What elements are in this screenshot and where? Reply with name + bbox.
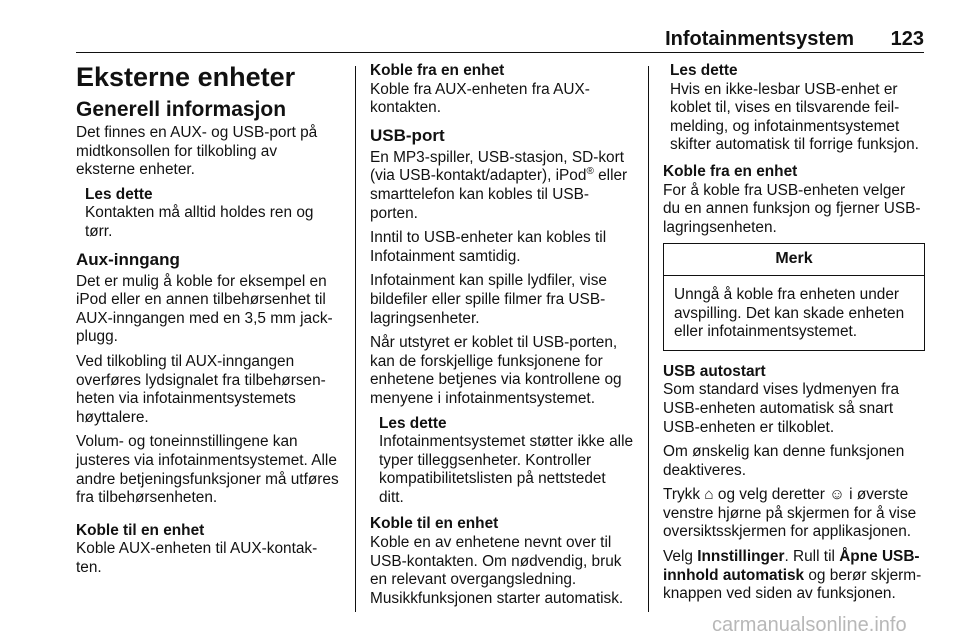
text-run: Trykk bbox=[663, 486, 705, 504]
note-title: Les dette bbox=[379, 414, 447, 432]
caution-box bbox=[663, 243, 925, 350]
caution-text: Unngå å koble fra enheten under avspilling. Det kan skade enheten eller infotainmentsystemet. bbox=[674, 285, 905, 341]
column-2 bbox=[370, 62, 634, 614]
section-heading: Eksterne enheter bbox=[76, 62, 296, 92]
paragraph: Koble AUX-enheten til AUX-kontak-ten. bbox=[76, 540, 318, 576]
watermark: carmanualsonline.info bbox=[712, 614, 907, 636]
step-heading: Koble fra en enhet bbox=[663, 162, 798, 180]
page-header bbox=[76, 28, 924, 50]
paragraph: Som standard vises lydmenyen fra USB-enheten automatisk så snart USB-enheten er tilkoblet. bbox=[663, 381, 900, 436]
home-icon: ⌂ bbox=[704, 486, 714, 504]
registered-mark: ® bbox=[586, 166, 594, 178]
paragraph: Koble fra AUX-enheten fra AUX-kontakten. bbox=[370, 80, 590, 117]
paragraph: For å koble fra USB-enheten velger du en annen funksjon og fjerner USB-lagringsenheten. bbox=[663, 181, 921, 236]
text-run: Velg bbox=[663, 548, 698, 566]
paragraph: Volum- og toneinnstillingene kan justeres via infotainmentsystemet. Alle andre betjeningsfunksjoner må utføres fra tilbehørsenheten. bbox=[76, 433, 339, 507]
paragraph: Når utstyret er koblet til USB-porten, kan de forskjellige funksjonene for enhetene betjenes via kontrollene og menyene i infotainmentsystemet. bbox=[370, 334, 622, 407]
caution-title: Merk bbox=[664, 244, 924, 276]
paragraph bbox=[663, 548, 925, 604]
step-heading: Koble fra en enhet bbox=[370, 62, 505, 79]
column-3 bbox=[663, 62, 925, 610]
text-run: . Rull til bbox=[784, 548, 840, 566]
page-number: 123 bbox=[890, 28, 924, 50]
column-divider-2 bbox=[648, 66, 649, 612]
menu-term-autostart: Åpne USB-innhold automatisk bbox=[663, 548, 920, 584]
paragraph bbox=[370, 149, 634, 223]
paragraph: Inntil to USB-enheter kan kobles til Infotainment samtidig. bbox=[370, 229, 607, 265]
step-heading: USB autostart bbox=[663, 362, 766, 380]
note-title: Les dette bbox=[85, 185, 153, 203]
note-block bbox=[670, 62, 925, 155]
step-heading: Koble til en enhet bbox=[370, 515, 499, 533]
note-text: Infotainmentsystemet støtter ikke alle typer tilleggsenheter. Kontroller kompatibilitetslisten på nettstedet ditt. bbox=[379, 433, 634, 506]
note-text: Hvis en ikke-lesbar USB-enhet er koblet til, vises en tilsvarende feil-melding, og infotainmentsystemet skifter automatisk til forrige funksjon. bbox=[670, 80, 919, 154]
text-run: og berør skjerm-knappen ved siden av funksjonen. bbox=[663, 566, 922, 603]
text-run: i øverste venstre hjørne på skjermen for å vise oversiktsskjermen for applikasjonen. bbox=[663, 486, 917, 541]
running-title: Infotainmentsystem bbox=[665, 28, 854, 50]
text-run: eller smarttelefon kan kobles til USB-porten. bbox=[370, 167, 628, 222]
note-title: Les dette bbox=[670, 62, 738, 79]
menu-term-settings: Innstillinger bbox=[697, 548, 785, 566]
column-divider-1 bbox=[355, 66, 356, 612]
text-run: og velg deretter bbox=[713, 486, 830, 504]
smiley-icon: ☺ bbox=[829, 486, 845, 504]
column-1 bbox=[76, 62, 340, 583]
text-run: En MP3-spiller, USB-stasjon, SD-kort (via USB-kontakt/adapter), iPod bbox=[370, 148, 625, 185]
paragraph: Om ønskelig kan denne funksjonen deaktiveres. bbox=[663, 443, 905, 479]
paragraph: Det er mulig å koble for eksempel en iPod eller en annen tilbehørsenhet til AUX-inngangen med en 3,5 mm jack-plugg. bbox=[76, 272, 333, 346]
paragraph: Infotainment kan spille lydfiler, vise bildefiler eller spille filmer fra USB-lagringsenheter. bbox=[370, 272, 607, 327]
topic-heading: Aux-inngang bbox=[76, 249, 180, 269]
note-block bbox=[85, 186, 340, 242]
topic-heading: USB-port bbox=[370, 125, 445, 145]
paragraph: Ved tilkobling til AUX-inngangen overføres lydsignalet fra tilbehørsen-heten via infotainmentsystemets høyttalere. bbox=[76, 352, 326, 426]
paragraph bbox=[663, 486, 925, 542]
note-block bbox=[379, 415, 634, 508]
paragraph: Det finnes en AUX- og USB-port på midtkonsollen for tilkobling av eksterne enheter. bbox=[76, 124, 318, 179]
subsection-heading: Generell informasjon bbox=[76, 98, 287, 121]
paragraph: Koble en av enhetene nevnt over til USB-kontakten. Om nødvendig, bruk en relevant overgangsledning. Musikkfunksjonen starter automatisk. bbox=[370, 534, 624, 607]
note-text: Kontakten må alltid holdes ren og tørr. bbox=[85, 204, 314, 240]
step-heading: Koble til en enhet bbox=[76, 521, 205, 539]
header-rule bbox=[76, 52, 924, 53]
